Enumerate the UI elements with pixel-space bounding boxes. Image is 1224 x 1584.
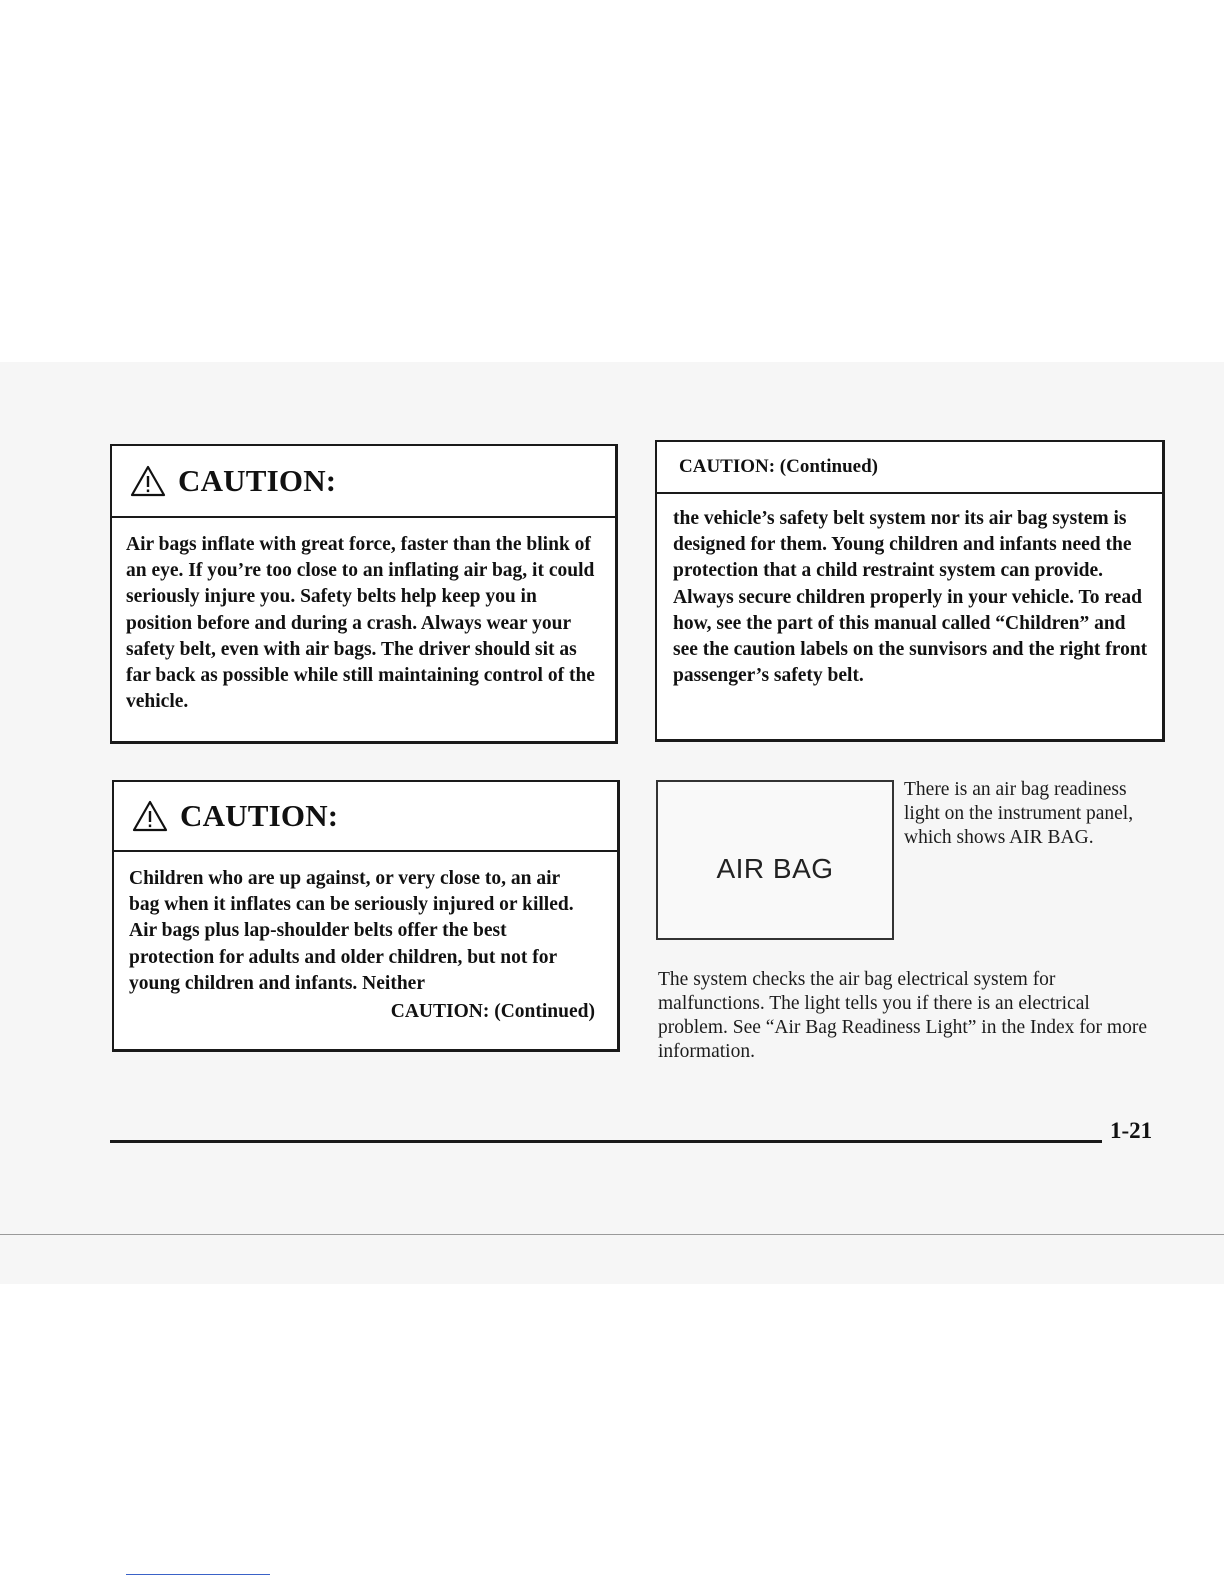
caution-header bbox=[112, 446, 615, 518]
caution-body: Air bags inflate with great force, faster than the blink of an eye. If you’re too close to an inflating air bag, it could seriously injure you. Safety belts help keep you in position before and during a crash. Always wear your safety belt, even with air bags. The driver should sit as far back as possible while still maintaining control of the vehicle. bbox=[126, 534, 595, 713]
caution-body: the vehicle’s safety belt system nor its air bag system is designed for them. Young children and infants need the protection that a child restraint system can provide. Always secure children properly in your vehicle. To read how, see the part of this manual called “Children” and see the caution labels on the sunvisors and the right front passenger’s safety belt. bbox=[673, 508, 1148, 687]
caution-body: Children who are up against, or very close to, an air bag when it inflates can be seriously injured or killed. Air bags plus lap-shoulder belts offer the best protection for adults and older children, but not for young children and infants. Neither bbox=[129, 868, 574, 994]
caution-continued-note: CAUTION: (Continued) bbox=[390, 1001, 595, 1023]
page-number: 1-21 bbox=[1110, 1118, 1153, 1143]
caution-continued-title: CAUTION: (Continued) bbox=[679, 456, 878, 477]
caution-title: CAUTION: bbox=[178, 463, 337, 498]
caution-box-continued bbox=[655, 440, 1165, 742]
caution-box-inflation bbox=[110, 444, 618, 744]
warning-triangle-icon bbox=[130, 465, 166, 497]
indicator-description: There is an air bag readiness light on the instrument panel, which shows AIR BAG. bbox=[904, 779, 1134, 848]
underline-mark bbox=[126, 1574, 270, 1575]
system-check-paragraph: The system checks the air bag electrical system for malfunctions. The light tells you if there is an electrical problem. See “Air Bag Readiness Light” in the Index for more information. bbox=[658, 969, 1147, 1062]
warning-triangle-icon bbox=[132, 800, 168, 832]
footer-rule bbox=[110, 1140, 1102, 1143]
airbag-readiness-light-illustration bbox=[656, 780, 894, 940]
caution-box-children bbox=[112, 780, 620, 1052]
caution-header bbox=[114, 782, 617, 852]
caution-continued-header bbox=[657, 442, 1162, 494]
page-edge-line bbox=[0, 1234, 1224, 1235]
airbag-indicator-label: AIR BAG bbox=[716, 853, 834, 884]
caution-title: CAUTION: bbox=[180, 798, 339, 833]
caution-body-wrapper bbox=[114, 852, 617, 1025]
